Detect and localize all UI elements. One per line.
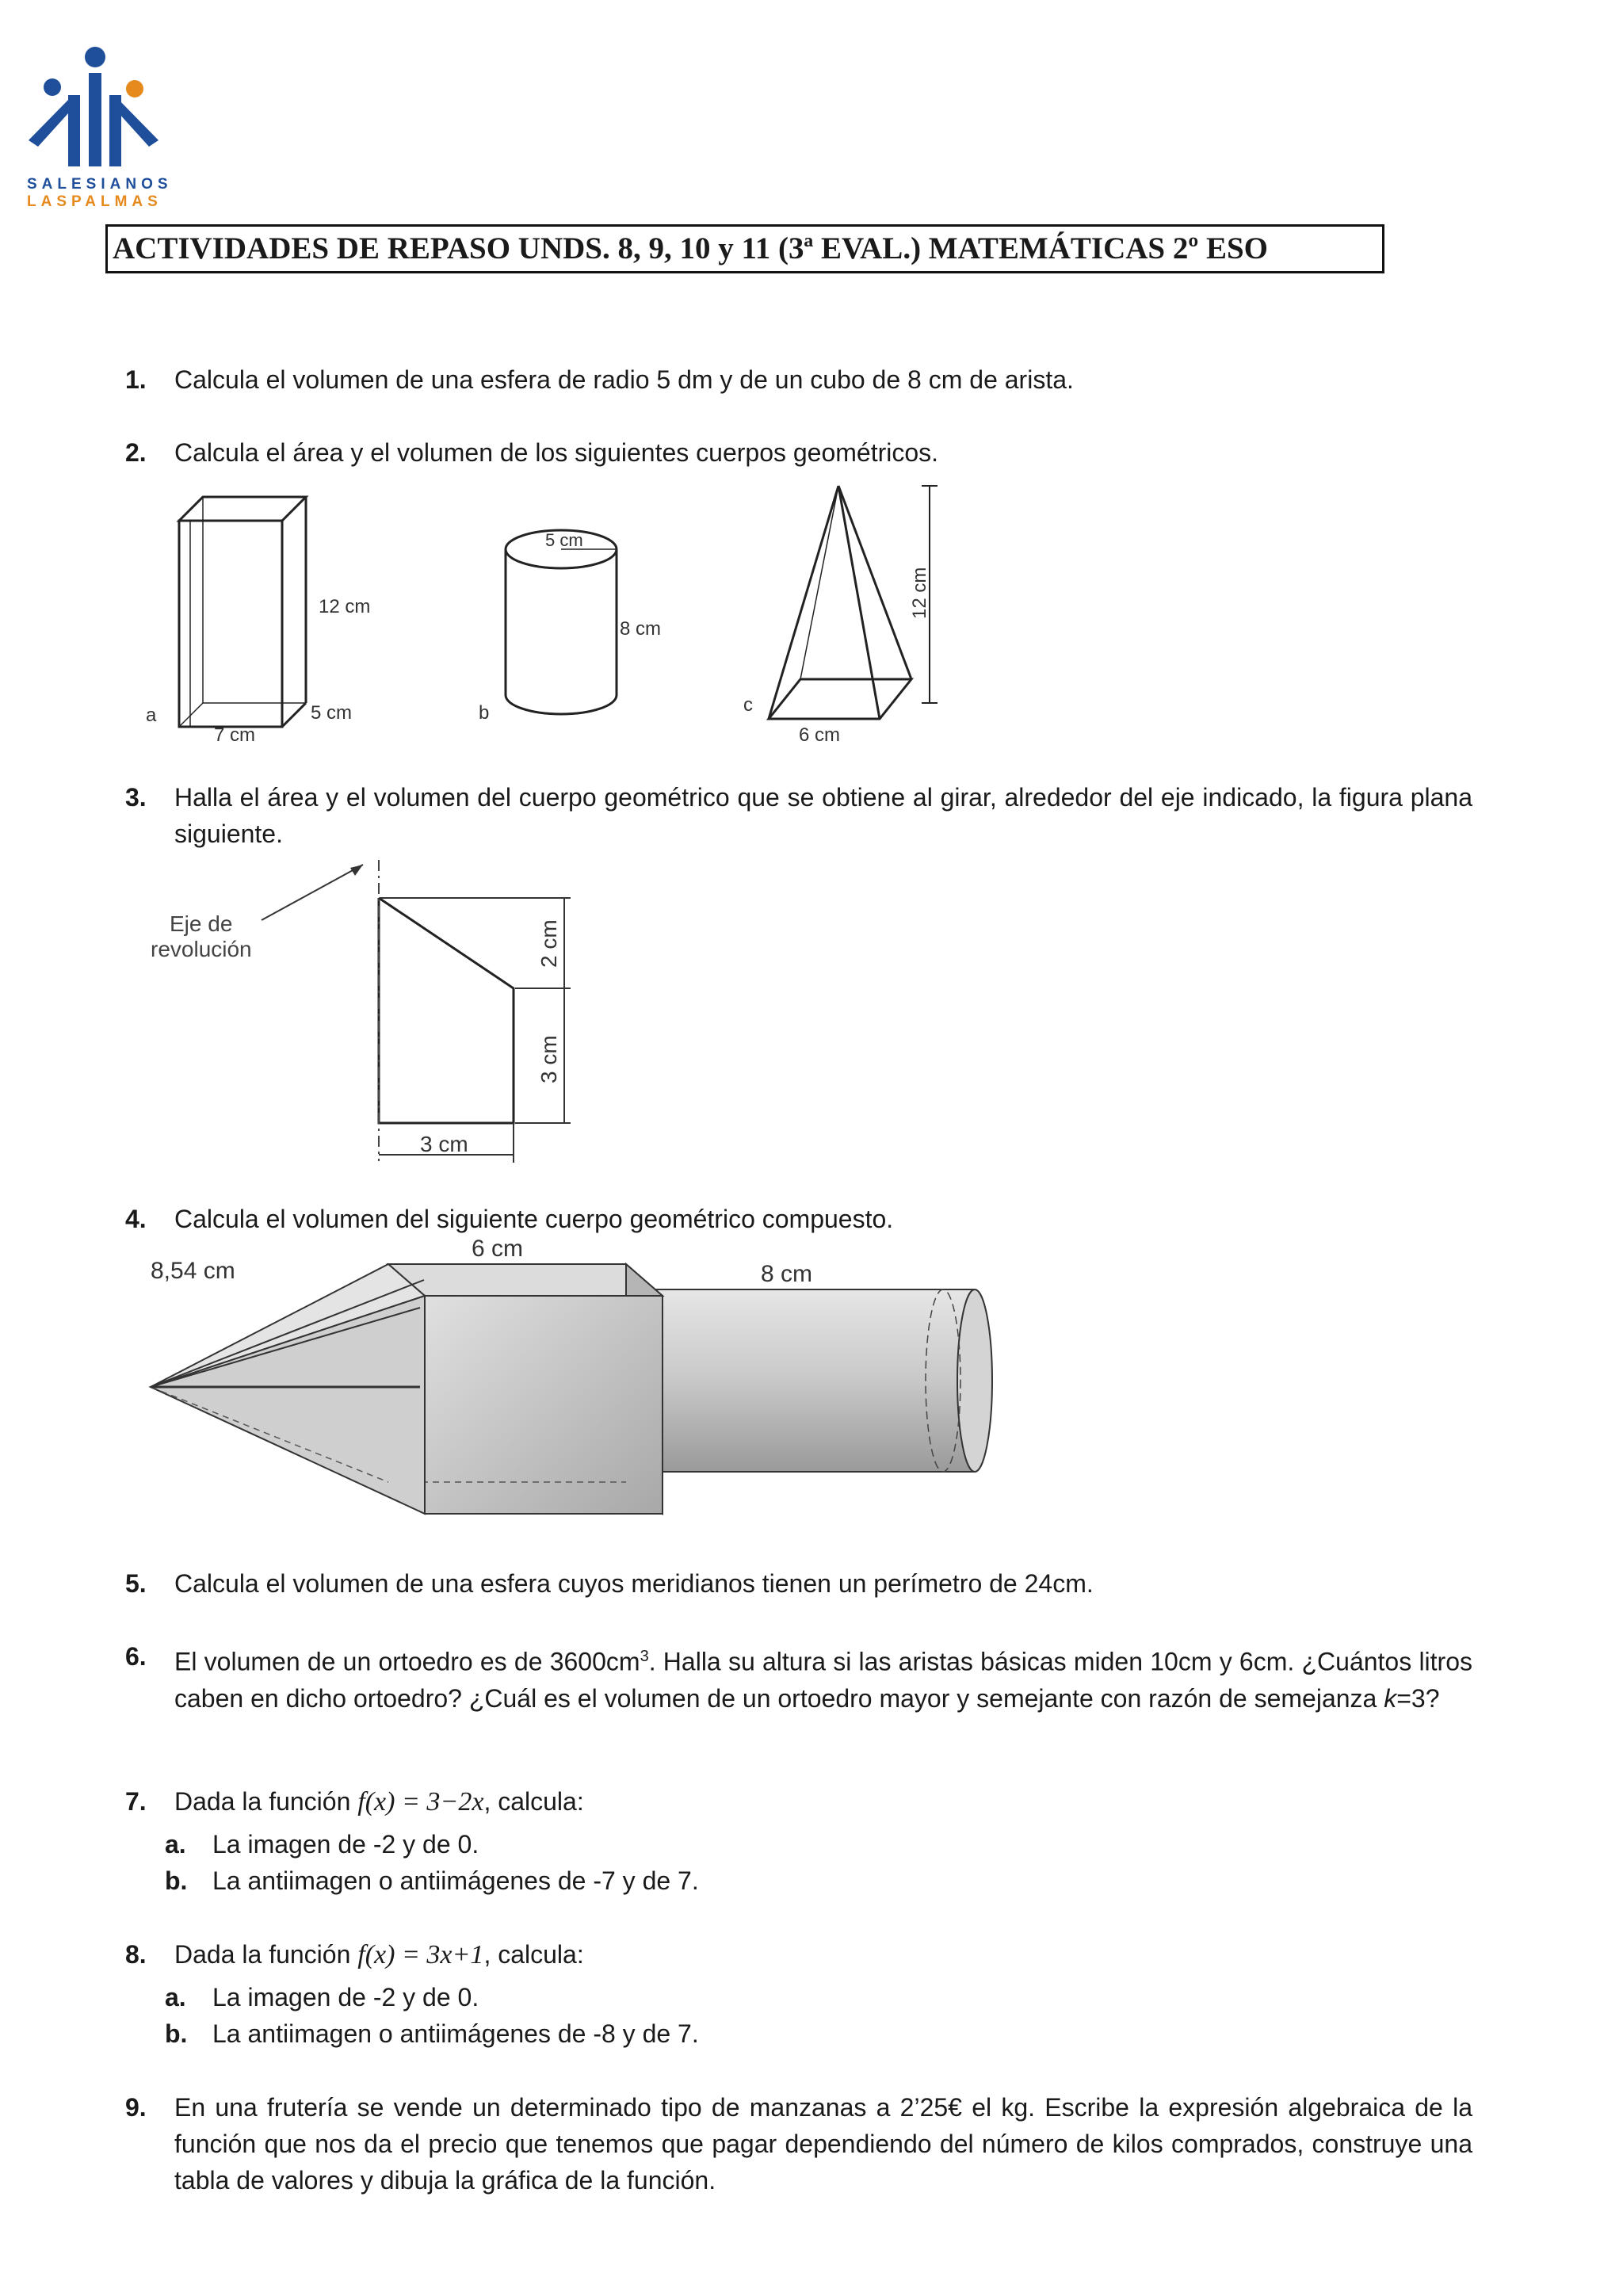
brand-line-2: LASPALMAS bbox=[27, 193, 162, 210]
question-3 bbox=[125, 779, 1472, 855]
page-title: ACTIVIDADES DE REPASO UNDS. 8, 9, 10 y 11 (3ª EVAL.) MATEMÁTICAS 2º ESO bbox=[105, 224, 1384, 273]
question-text: En una frutería se vende un determinado tipo de manzanas a 2’25€ el kg. Escribe la expresión algebraica de la función que nos da el precio que tenemos que pagar dependiendo del número de kilos comprados, construye una tabla de valores y dibuja la gráfica de la función. bbox=[174, 2093, 1472, 2195]
figure-composite-solid bbox=[143, 1232, 999, 1534]
cube-edge-label: 6 cm bbox=[472, 1236, 524, 1262]
question-text: Calcula el área y el volumen de los siguientes cuerpos geométricos. bbox=[174, 438, 939, 467]
function-formula: f(x) = 3−2x bbox=[357, 1787, 484, 1817]
dim-top-label: 2 cm bbox=[537, 919, 561, 968]
q6-superscript: 3 bbox=[640, 1648, 649, 1665]
prism-label: a bbox=[146, 705, 157, 726]
cylinder-length-label: 8 cm bbox=[761, 1261, 813, 1287]
question-text: Calcula el volumen de una esfera cuyos meridianos tienen un perímetro de 24cm. bbox=[174, 1569, 1094, 1598]
rectangular-prism bbox=[179, 497, 306, 727]
question-number: 2. bbox=[125, 438, 147, 467]
question-number: 8. bbox=[125, 1940, 147, 1969]
axis-pointer-arrow bbox=[262, 865, 363, 920]
cylinder-height-label: 8 cm bbox=[620, 618, 662, 640]
salesianos-logo-icon bbox=[22, 41, 173, 176]
cylinder-label: b bbox=[479, 702, 490, 724]
prism-depth-label: 5 cm bbox=[311, 702, 353, 724]
question-number: 9. bbox=[125, 2093, 147, 2122]
q6-text-c: =3? bbox=[1396, 1683, 1440, 1713]
cylinder-radius-label: 5 cm bbox=[545, 530, 583, 550]
question-number: 5. bbox=[125, 1569, 147, 1598]
dim-width-label: 3 cm bbox=[420, 1132, 468, 1156]
q6-text-b: . Halla su altura si las aristas básicas miden 10cm y 6cm. ¿Cuántos litros caben en dicho ortoedro? ¿Cuál es el volumen de un ortoedro mayor y semejante con razón de semejanza bbox=[174, 1647, 1473, 1713]
question-9 bbox=[125, 2089, 1472, 2199]
question-number: 6. bbox=[125, 1642, 147, 1671]
question-text: Halla el área y el volumen del cuerpo geométrico que se obtiene al girar, alrededor del eje indicado, la figura plana siguiente. bbox=[174, 783, 1472, 848]
pyramid-base-label: 6 cm bbox=[799, 724, 841, 746]
prism-width-label: 7 cm bbox=[214, 724, 256, 746]
composite-cube bbox=[388, 1264, 663, 1514]
pyramid-height-label: 12 cm bbox=[909, 567, 930, 619]
axis-label-line1: Eje de bbox=[170, 911, 233, 936]
function-formula: f(x) = 3x+1 bbox=[357, 1940, 484, 1969]
pyramid-label: c bbox=[743, 694, 753, 716]
question-text: Calcula el volumen de una esfera de radio 5 dm y de un cubo de 8 cm de arista. bbox=[174, 365, 1074, 394]
brand-line-1: SALESIANOS bbox=[27, 176, 173, 193]
question-6 bbox=[125, 1638, 1472, 1748]
school-logo bbox=[22, 41, 173, 216]
question-number: 3. bbox=[125, 783, 147, 812]
question-text bbox=[174, 1638, 1472, 1717]
composite-pyramid bbox=[151, 1264, 425, 1514]
question-text: Calcula el volumen del siguiente cuerpo geométrico compuesto. bbox=[174, 1205, 894, 1233]
figure-revolution bbox=[143, 852, 586, 1169]
question-number: 1. bbox=[125, 365, 147, 394]
cylinder bbox=[506, 530, 617, 714]
q6-text-a: El volumen de un ortoedro es de 3600cm bbox=[174, 1647, 640, 1676]
question-number: 7. bbox=[125, 1787, 147, 1816]
composite-cylinder bbox=[617, 1289, 992, 1472]
question-number: 4. bbox=[125, 1205, 147, 1233]
figure-solids bbox=[135, 479, 967, 749]
plane-figure bbox=[379, 898, 514, 1123]
q6-k: k bbox=[1384, 1683, 1397, 1713]
axis-label-line2: revolución bbox=[151, 937, 252, 961]
question-text: Dada la función f(x) = 3x+1, calcula: bbox=[174, 1940, 584, 1969]
prism-height-label: 12 cm bbox=[319, 596, 371, 617]
question-text: Dada la función f(x) = 3−2x, calcula: bbox=[174, 1787, 584, 1817]
dim-bottom-label: 3 cm bbox=[537, 1035, 561, 1083]
slant-height-label: 8,54 cm bbox=[151, 1258, 235, 1284]
